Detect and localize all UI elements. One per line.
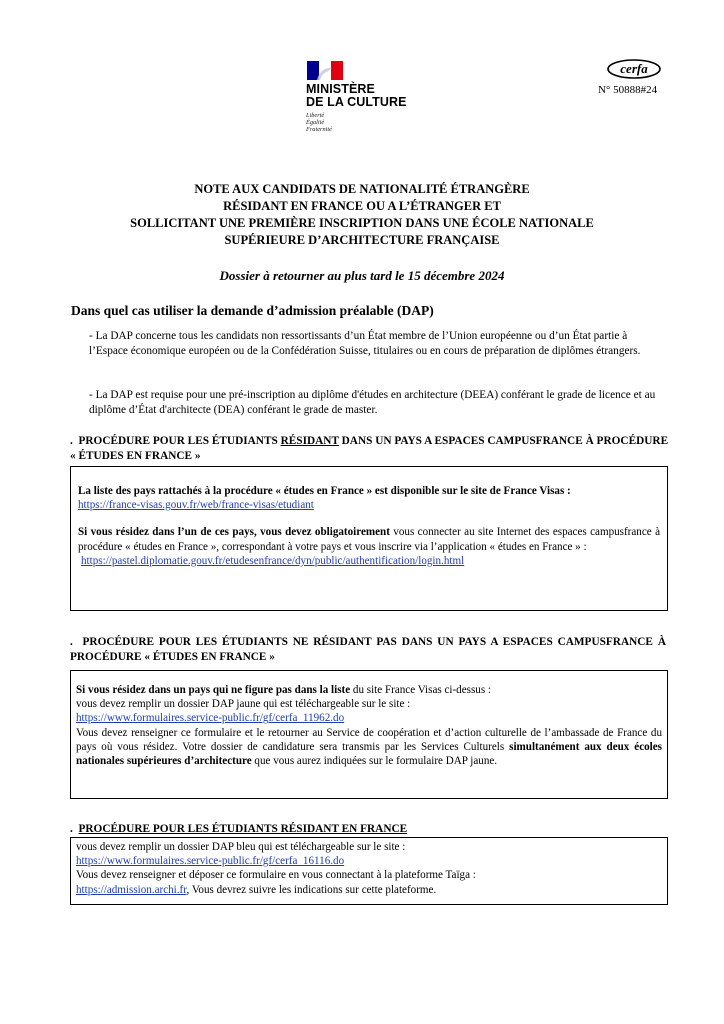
dap-heading: Dans quel cas utiliser la demande d’admission préalable (DAP) xyxy=(71,303,434,318)
ministry-logo xyxy=(306,61,426,133)
section3-box-content xyxy=(76,840,662,897)
section2-not-in-list-bold: Si vous résidez dans un pays qui ne figure pas dans la liste xyxy=(76,684,351,696)
section1-heading-underlined: RÉSIDANT xyxy=(280,435,339,447)
section3-heading xyxy=(70,822,407,837)
title-line-4: SUPÉRIEURE D’ARCHITECTURE FRANÇAISE xyxy=(224,233,500,247)
section3-follow-text: , Vous devrez suivre les indications sur cette plateforme. xyxy=(186,883,437,896)
section1-heading-pre: PROCÉDURE POUR LES ÉTUDIANTS xyxy=(78,435,281,447)
cerfa-11962-link[interactable]: https://www.formulaires.service-public.fr/gf/cerfa_11962.do xyxy=(76,712,345,725)
cerfa-logo xyxy=(607,59,661,79)
section2-box xyxy=(70,670,668,799)
dap-paragraph-1: - La DAP concerne tous les candidats non ressortissants d’un État membre de l’Union européenne ou d’un État partie à l’Espace économique européen ou de la Confédération Suisse, titulaires ou en cours de préparation de diplômes étrangers. xyxy=(89,330,641,357)
motto-fraternite: Fraternité xyxy=(306,126,332,133)
motto-liberte: Liberté xyxy=(306,112,325,119)
section2-simultaneous-bold: simultanément aux deux écoles nationales supérieures d’architecture xyxy=(76,740,662,768)
ministry-name-line1: MINISTÈRE xyxy=(306,82,375,96)
section2-heading xyxy=(70,635,666,665)
section1-heading xyxy=(70,434,670,464)
section2-not-in-list-text: du site France Visas ci-dessus : xyxy=(350,684,492,696)
motto-egalite: Égalité xyxy=(306,119,325,126)
section2-instructions-end: que vous aurez indiquées sur le formulaire DAP jaune. xyxy=(251,755,498,768)
section2-box-content xyxy=(76,683,662,768)
title-line-2: RÉSIDANT EN FRANCE OU A L’ÉTRANGER ET xyxy=(223,199,501,213)
bullet: . xyxy=(70,435,79,447)
cerfa-logo-text: cerfa xyxy=(620,61,648,76)
bullet: . xyxy=(70,636,83,648)
pastel-diplomatie-link[interactable]: https://pastel.diplomatie.gouv.fr/etudesenfrance/dyn/public/authentification/login.html xyxy=(81,554,465,567)
title-line-1: NOTE AUX CANDIDATS DE NATIONALITÉ ÉTRANGÈRE xyxy=(194,182,530,196)
section3-taiga-text: Vous devez renseigner et déposer ce formulaire en vous connectant à la plateforme Taïga : xyxy=(76,869,476,882)
cerfa-16116-link[interactable]: https://www.formulaires.service-public.fr/gf/cerfa_16116.do xyxy=(76,855,345,868)
section1-box-content xyxy=(78,484,660,568)
section2-download-text: vous devez remplir un dossier DAP jaune qui est téléchargeable sur le site : xyxy=(76,698,411,711)
section1-obligation-bold: Si vous résidez dans l’un de ces pays, vous devez obligatoirement xyxy=(78,526,390,539)
section2-heading-text: PROCÉDURE POUR LES ÉTUDIANTS NE RÉSIDANT PAS DANS UN PAYS A ESPACES CAMPUSFRANCE À PROCÉDURE « ÉTUDES EN FRANCE » xyxy=(70,636,666,663)
deadline: Dossier à retourner au plus tard le 15 décembre 2024 xyxy=(219,268,505,283)
bullet: . xyxy=(70,823,79,835)
section2-instructions: Vous devez renseigner ce formulaire et le retourner au Service de coopération et d’action culturelle de l’ambassade de France du pays où vous résidez. Votre dossier de candidature sera transmis par les Services Culturels xyxy=(76,726,662,753)
admission-archi-link[interactable]: https://admission.archi.fr xyxy=(76,883,187,896)
marianne-flag-icon xyxy=(307,61,343,80)
ministry-name-line2: DE LA CULTURE xyxy=(306,95,407,109)
section1-obligation-text: vous connecter au site Internet des espaces campusfrance à procédure « études en France », correspondant à votre pays et vous inscrire via l’application « études en France » : xyxy=(78,526,661,553)
section1-box xyxy=(70,466,668,611)
section1-france-visas-text: La liste des pays rattachés à la procédure « études en France » est disponible sur le site de France Visas : xyxy=(78,485,571,497)
section3-download-text: vous devez remplir un dossier DAP bleu qui est téléchargeable sur le site : xyxy=(76,841,406,853)
section1-heading-post: DANS UN PAYS A ESPACES CAMPUSFRANCE À PROCÉDURE « ÉTUDES EN FRANCE » xyxy=(70,435,669,462)
section3-box xyxy=(70,837,668,905)
dap-paragraph-2: - La DAP est requise pour une pré-inscription au diplôme d'études en architecture (DEEA) conférant le grade de licence et au diplôme d’État d'architecte (DEA) conférant le grade de master. xyxy=(89,389,656,416)
france-visas-link[interactable]: https://france-visas.gouv.fr/web/france-visas/etudiant xyxy=(78,499,314,512)
title-line-3: SOLLICITANT UNE PREMIÈRE INSCRIPTION DANS UNE ÉCOLE NATIONALE xyxy=(130,216,594,230)
section3-heading-text: PROCÉDURE POUR LES ÉTUDIANTS RÉSIDANT EN FRANCE xyxy=(78,823,408,835)
form-number: N° 50888#24 xyxy=(598,84,658,96)
